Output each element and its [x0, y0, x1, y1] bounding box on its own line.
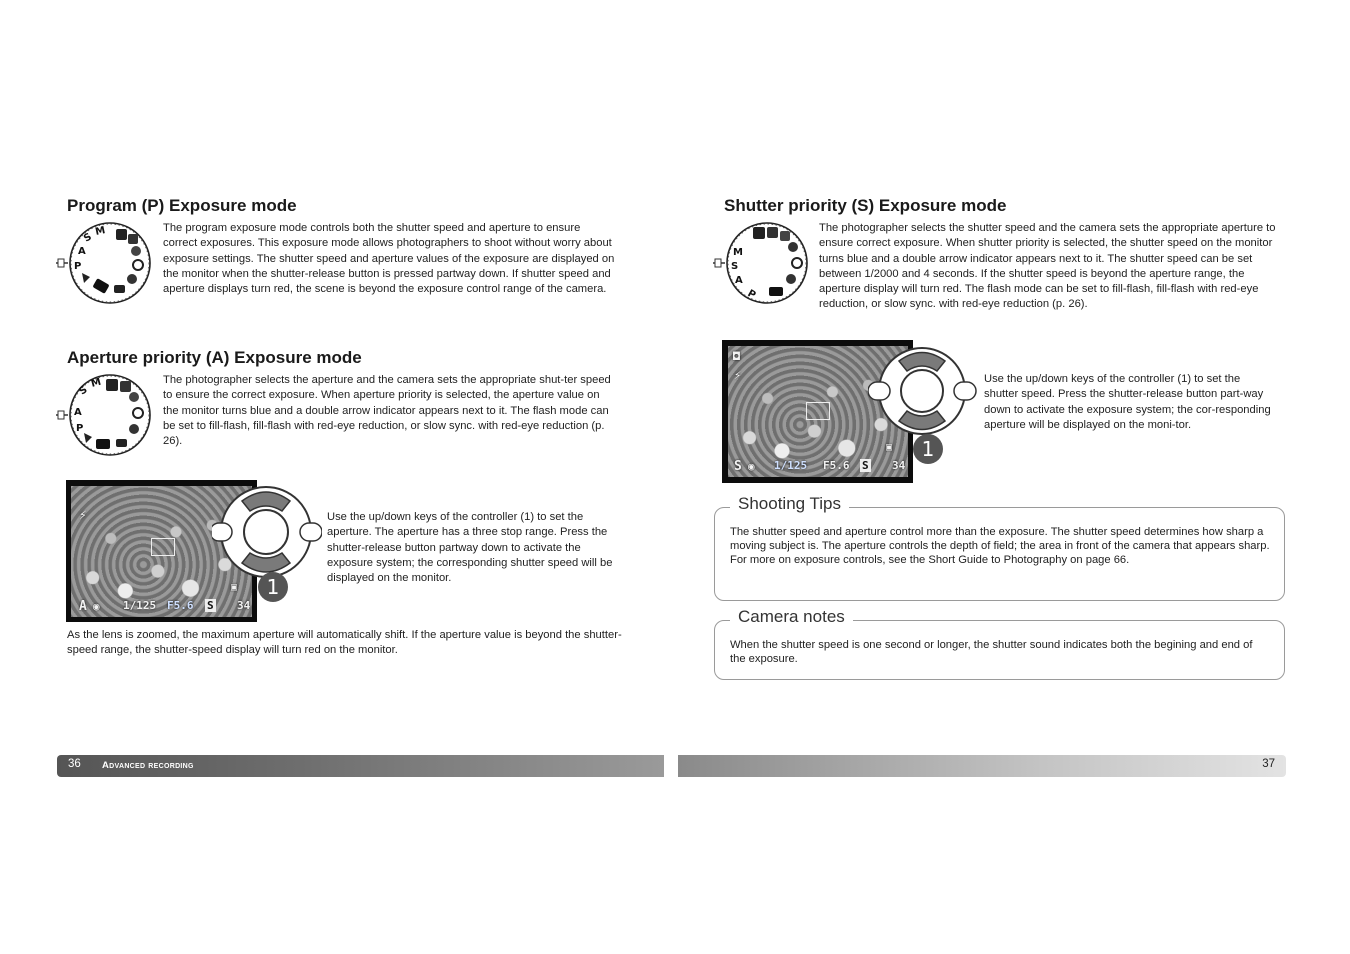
shutter-speed-display: 1/125 [774, 459, 808, 472]
page-footer-left [57, 755, 664, 777]
flash-icon: ⚡ [734, 368, 742, 382]
focus-frame [806, 402, 830, 420]
controller-callout: 1 [266, 575, 280, 599]
quality-icon: S [862, 459, 869, 472]
aperture-heading: Aperture priority (A) Exposure mode [67, 348, 362, 367]
aperture-text: The photographer selects the aperture and the camera sets the appropriate shut-ter speed to ensure the correct exposure. When aperture priority is selected, the aperture value on the monitor turns blue and a double arrow indicator appears next to it. The flash mode can be set to fill-flash, fill-flash with red-eye reduction, or slow sync. with red-eye reduction (p. 26). [163, 374, 611, 448]
mode-dial-icon [713, 221, 813, 321]
dial-label-s: S [731, 261, 739, 272]
shooting-tips-title: Shooting Tips [730, 494, 849, 514]
shutter-heading: Shutter priority (S) Exposure mode [724, 196, 1007, 215]
camera-notes-title: Camera notes [730, 607, 853, 627]
dial-label-s: S [77, 384, 90, 398]
aperture-note: As the lens is zoomed, the maximum aperture will automatically shift. If the aperture value is beyond the shutter-speed range, the shutter-speed display will turn red on the monitor. [67, 629, 622, 657]
dial-label-a: A [735, 275, 743, 286]
program-text: The program exposure mode controls both the shutter speed and aperture to ensure correct exposures. This exposure mode allows photographers to shoot without worry about exposure settings. The shutter speed and aperture values of the exposure are displayed on the monitor when the shutter-release button is pressed partway down. If shutter speed and aperture displays turn red, the scene is beyond the exposure control range of the camera. [163, 222, 615, 296]
flash-icon: ⚡ [79, 508, 87, 523]
controller-icon [868, 346, 978, 466]
page-footer-right [678, 755, 1286, 777]
metering-icon: ◉ [748, 460, 755, 473]
shutter-speed-display: 1/125 [123, 599, 157, 612]
shooting-tips-text: The shutter speed and aperture control more than the exposure. The shutter speed determines how sharp a moving subject is. The aperture controls the depth of field; the area in front of the camera that appears sharp. For more on exposure controls, see the Short Guide to Photography on page 66. [730, 526, 1270, 566]
mode-dial-icon [56, 221, 156, 321]
image-size-icon: ▣ [231, 582, 238, 593]
dial-label-p: P [745, 288, 758, 302]
camera-icon: ◘ [733, 350, 740, 363]
dial-label-s: S [82, 231, 94, 245]
shutter-text: The photographer selects the shutter speed and the camera sets the appropriate aperture to ensure correct exposure. When shutter priority is selected, the shutter speed on the monitor turns blue and a double arrow indicator appears next to it. The shutter speed can be set between 1/2000 and 4 seconds. If the shutter speed is beyond the aperture range, the aperture display will turn red. The flash mode can be set to fill-flash, fill-flash with red-eye reduction, or slow sync. with red-eye reduction (p. 26). [819, 222, 1276, 311]
aperture-display: F5.6 [823, 459, 850, 472]
dial-label-m: M [733, 247, 743, 258]
dial-label-m: M [89, 376, 103, 390]
metering-icon: ◉ [93, 600, 100, 613]
frame-counter: 34 [237, 599, 251, 612]
page-number-left: 36 [68, 758, 81, 770]
dial-label-p: P [76, 423, 84, 434]
page-number-right: 37 [1262, 758, 1275, 770]
section-title: Advanced recording [102, 760, 194, 771]
aperture-display: F5.6 [167, 599, 194, 612]
camera-notes-text: When the shutter speed is one second or longer, the shutter sound indicates both the begining and end of the exposure. [730, 639, 1253, 665]
focus-frame [151, 538, 175, 556]
quality-icon: S [207, 599, 214, 612]
dial-label-p: P [74, 261, 82, 272]
controller-icon [212, 485, 322, 605]
exposure-mode-indicator: S [734, 459, 742, 474]
program-heading: Program (P) Exposure mode [67, 196, 297, 215]
frame-counter: 34 [892, 459, 906, 472]
image-size-icon: ▣ [886, 442, 893, 453]
aperture-controller-text: Use the up/down keys of the controller (1) to set the aperture. The aperture has a three stop range. Press the shutter-release button partway down to activate the exposure system; the corresponding shutter speed will be displayed on the monitor. [327, 511, 613, 585]
dial-label-a: A [74, 407, 82, 418]
exposure-mode-indicator: A [79, 599, 87, 614]
shutter-controller-text: Use the up/down keys of the controller (1) to set the shutter speed. Press the shutter-release button part-way down to activate the exposure system; the cor-responding aperture will be displayed on the moni-tor. [984, 373, 1271, 431]
dial-label-m: M [94, 225, 107, 238]
dial-label-a: A [78, 246, 86, 257]
controller-callout: 1 [921, 437, 935, 461]
mode-dial-icon [56, 373, 156, 473]
